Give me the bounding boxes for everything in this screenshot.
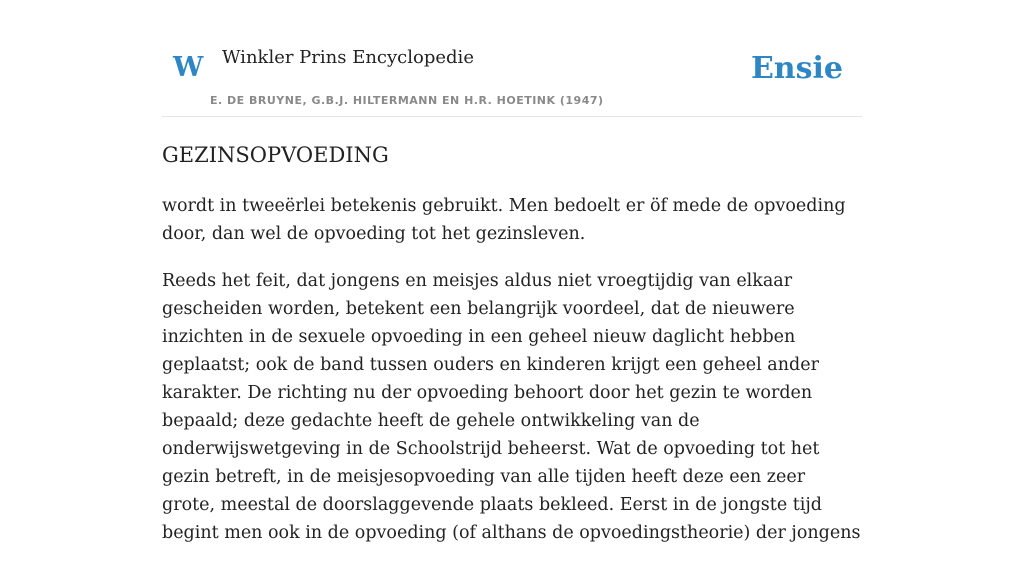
article-body [162, 192, 862, 566]
ensie-logo-link[interactable]: Ensie [750, 51, 843, 86]
winkler-prins-logo: W [173, 52, 204, 83]
article-title: GEZINSOPVOEDING [162, 143, 389, 167]
header [162, 0, 862, 117]
article-paragraph: Reeds het feit, dat jongens en meisjes aldus niet vroegtijdig van elkaar gescheiden worden, betekent een belangrijk voordeel, dat de nieuwere inzichten in de sexuele opvoeding in een geheel nieuw daglicht hebben geplaatst; ook de band tussen ouders en kinderen krijgt een geheel ander karakter. De richting nu der opvoeding behoort door het gezin te worden bepaald; deze gedachte heeft de gehele ontwikkeling van de onderwijswetgeving in de Schoolstrijd beheerst. Wat de opvoeding tot het gezin betreft, in de meisjesopvoeding van alle tijden heeft deze een zeer grote, meestal de doorslaggevende plaats bekleed. Eerst in de jongste tijd begint men ook in de opvoeding (of althans de opvoedingstheorie) der jongens [162, 271, 861, 543]
article-paragraph: wordt in tweeërlei betekenis gebruikt. Men bedoelt er öf mede de opvoeding door, dan wel de opvoeding tot het gezinsleven. [162, 196, 846, 244]
work-title: Winkler Prins Encyclopedie [222, 47, 474, 68]
authors-line: E. DE BRUYNE, G.B.J. HILTERMANN EN H.R. HOETINK (1947) [210, 94, 604, 107]
